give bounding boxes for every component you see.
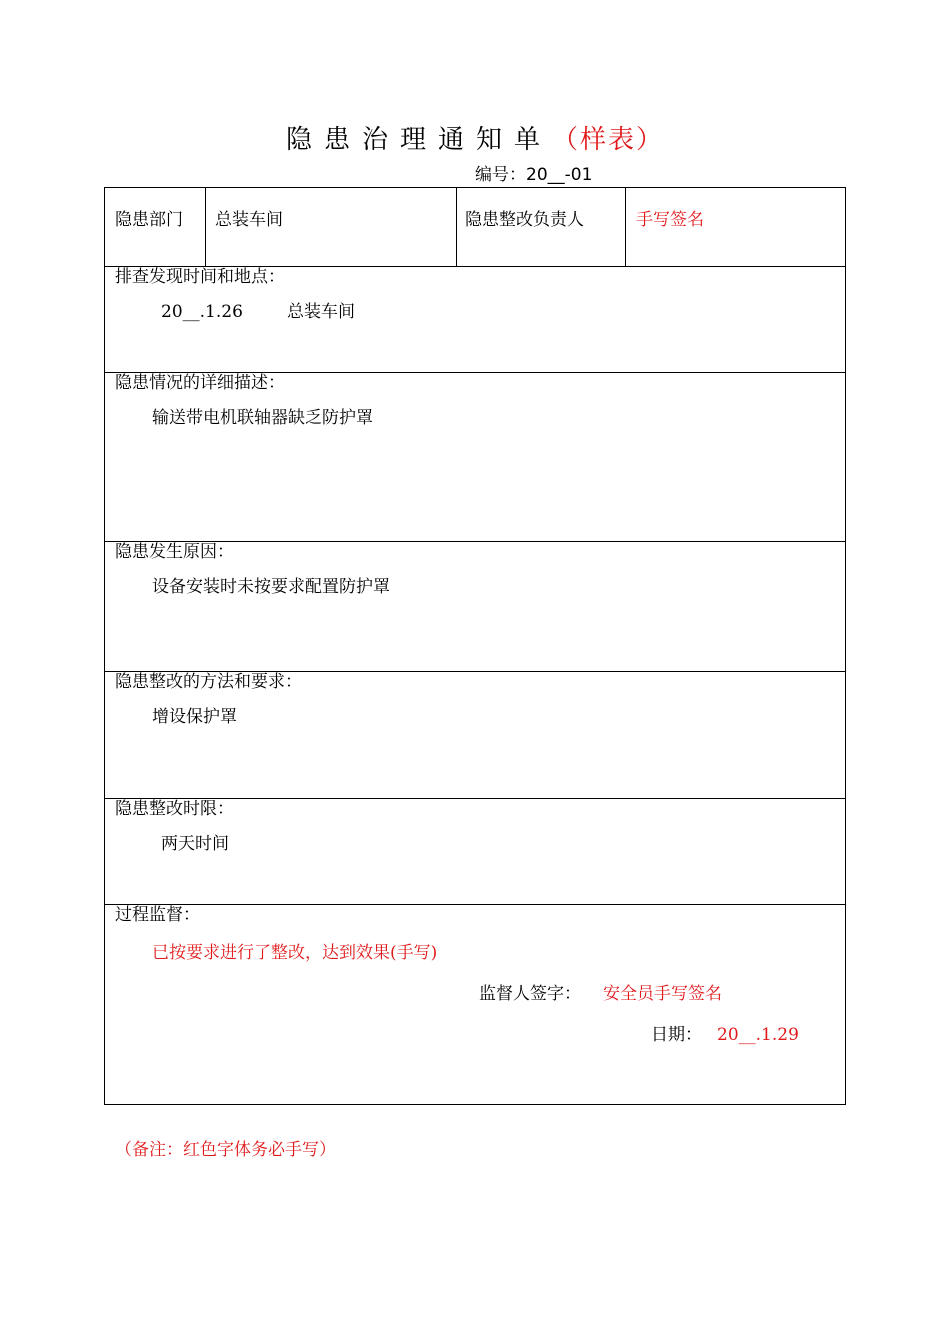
cause-label: 隐患发生原因： (115, 542, 234, 562)
method-value: 增设保护罩 (152, 707, 237, 727)
supervision-date-label: 日期： (651, 1025, 702, 1045)
footnote: （备注：红色字体务必手写） (115, 1140, 336, 1160)
discovery-label: 排查发现时间和地点： (115, 267, 285, 287)
method-label: 隐患整改的方法和要求： (115, 672, 302, 692)
page-title (0, 122, 950, 158)
cause-value: 设备安装时未按要求配置防护罩 (152, 577, 390, 597)
discovery-place: 总装车间 (287, 302, 355, 322)
supervision-result: 已按要求进行了整改，达到效果(手写) (152, 943, 438, 963)
row-divider (105, 904, 845, 905)
supervision-date-value: 20__.1.29 (717, 1025, 799, 1045)
header-divider-1 (205, 188, 206, 266)
title-sample-tag: （样表） (552, 125, 665, 155)
supervisor-label: 监督人签字： (479, 984, 581, 1004)
dept-label: 隐患部门 (115, 210, 183, 230)
supervisor-signature: 安全员手写签名 (603, 984, 722, 1004)
description-label: 隐患情况的详细描述： (115, 373, 285, 393)
header-divider-2 (456, 188, 457, 266)
dept-value: 总装车间 (215, 210, 283, 230)
document-number (475, 164, 592, 186)
owner-label: 隐患整改负责人 (465, 210, 584, 230)
deadline-value: 两天时间 (161, 834, 229, 854)
doc-number-label: 编号： (475, 165, 526, 185)
discovery-date: 20__.1.26 (161, 302, 243, 322)
header-divider-3 (625, 188, 626, 266)
doc-number-value: 20__-01 (526, 165, 593, 185)
description-value: 输送带电机联轴器缺乏防护罩 (152, 408, 373, 428)
supervision-label: 过程监督： (115, 905, 200, 925)
title-main: 隐患治理通知单 (285, 125, 552, 155)
hazard-notice-form (104, 187, 846, 1105)
deadline-label: 隐患整改时限： (115, 799, 234, 819)
owner-signature: 手写签名 (636, 210, 704, 230)
